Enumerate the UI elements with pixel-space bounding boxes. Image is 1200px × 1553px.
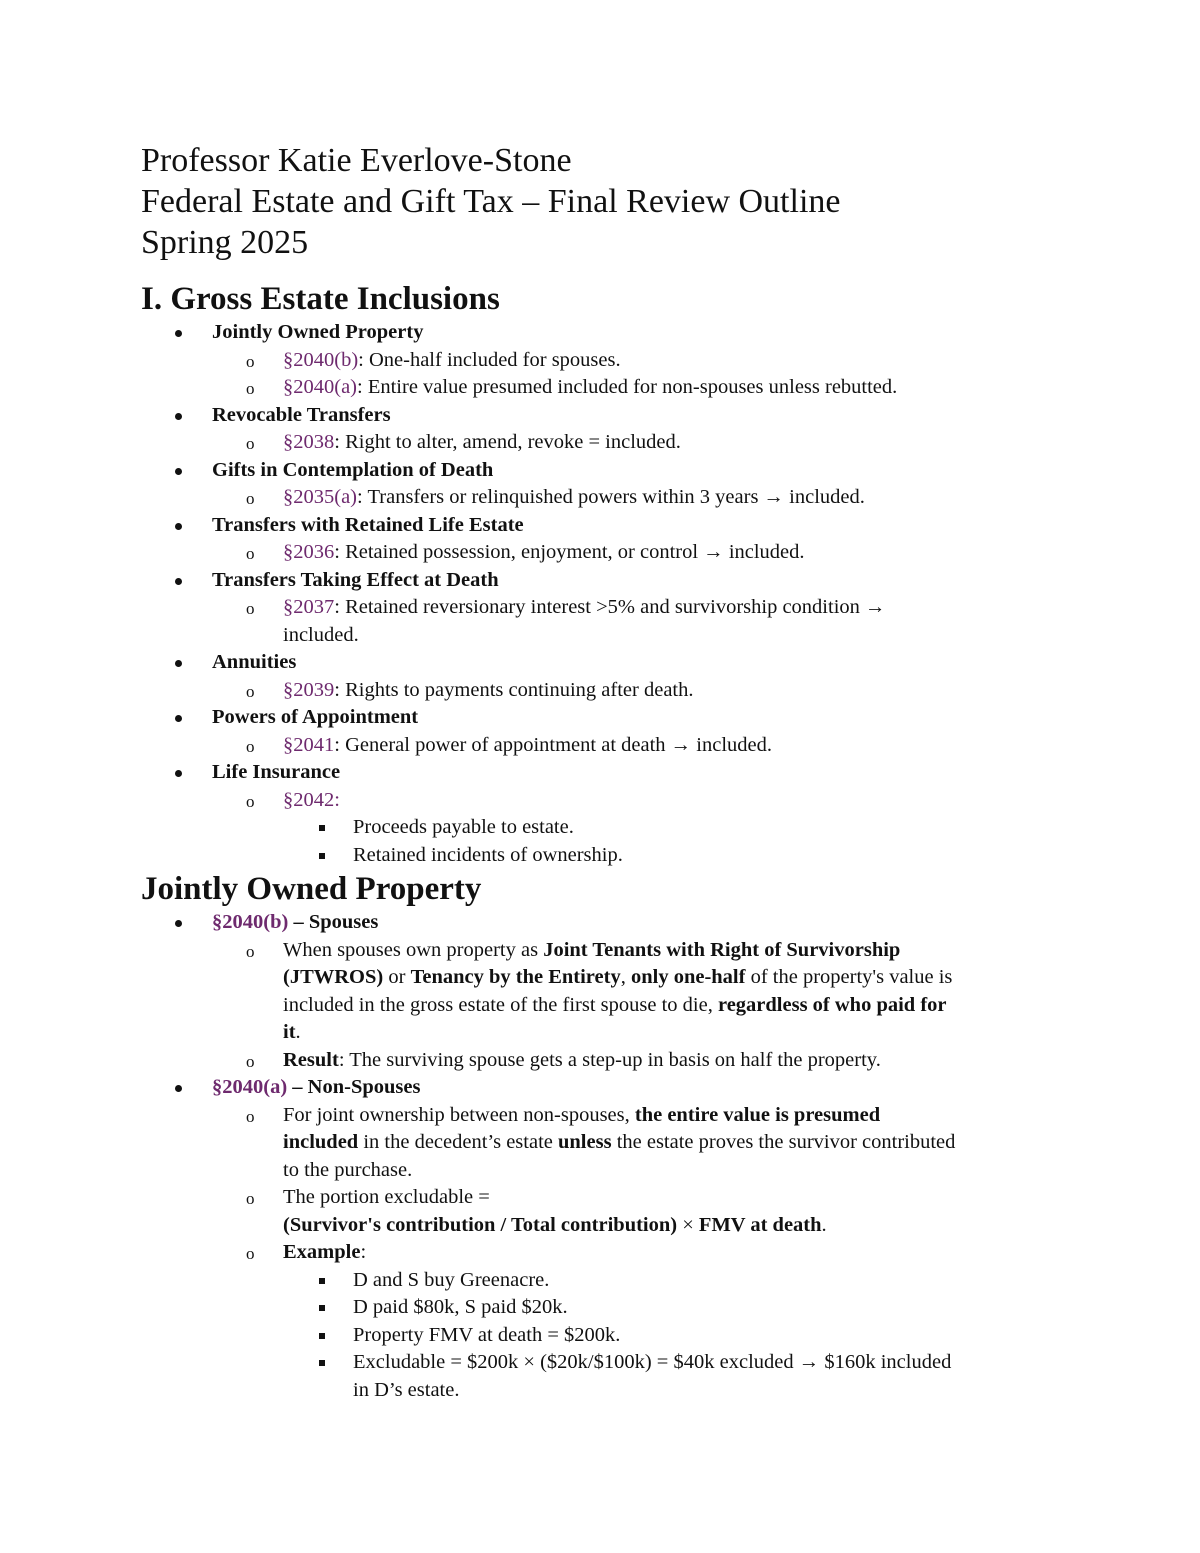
list-item: Transfers with Retained Life Estate bbox=[141, 512, 1071, 540]
sub-sub-item: D and S buy Greenacre. bbox=[141, 1267, 1071, 1295]
list-item: §2040(a) – Non-Spouses bbox=[141, 1074, 1071, 1102]
square-bullet-icon bbox=[319, 1333, 325, 1339]
term: Spring 2025 bbox=[141, 224, 309, 261]
section-heading-jointly-owned: Jointly Owned Property bbox=[141, 871, 482, 907]
circle-bullet-icon: o bbox=[246, 1189, 255, 1208]
bullet-icon bbox=[175, 330, 182, 337]
list-item: §2040(b) – Spouses bbox=[141, 909, 1071, 937]
sub-sub-item: Retained incidents of ownership. bbox=[141, 842, 1071, 870]
circle-bullet-icon: o bbox=[246, 941, 255, 961]
square-bullet-icon bbox=[319, 1305, 325, 1311]
course-title: Federal Estate and Gift Tax – Final Review Outline bbox=[141, 183, 841, 220]
circle-bullet-icon: o bbox=[246, 599, 255, 618]
section-ref: §2039 bbox=[283, 678, 335, 701]
bullet-icon bbox=[175, 578, 182, 585]
sub-item: o §2037: Retained reversionary interest >5% and survivorship condition → included. bbox=[246, 596, 886, 646]
square-bullet-icon bbox=[319, 1278, 325, 1284]
list-item: Revocable Transfers bbox=[141, 402, 1071, 430]
bullet-icon bbox=[175, 660, 182, 667]
circle-bullet-icon: o bbox=[246, 544, 255, 563]
circle-bullet-icon: o bbox=[246, 379, 255, 398]
square-bullet-icon bbox=[319, 1360, 325, 1366]
sub-sub-item: Property FMV at death = $200k. bbox=[141, 1322, 1071, 1350]
sub-sub-item: Excludable = $200k × ($20k/$100k) = $40k excluded → $160k included in D’s estate. bbox=[141, 1349, 1071, 1404]
sub-item: o §2040(b): One-half included for spouses. bbox=[141, 347, 1071, 375]
sub-item: o §2035(a): Transfers or relinquished powers within 3 years → included. bbox=[141, 484, 1071, 512]
sub-item: o When spouses own property as Joint Tenants with Right of Survivorship (JTWROS) or Tenancy by the Entirety, only one-half of the property's value is included in the gross estate of the first spouse to die, regardless of who paid for it. bbox=[246, 938, 953, 1043]
circle-bullet-icon: o bbox=[246, 1244, 255, 1263]
sub-item: o §2042: bbox=[141, 787, 1071, 815]
bullet-icon bbox=[175, 715, 182, 722]
section-ref: §2037 bbox=[283, 596, 335, 618]
section-ref: §2036 bbox=[283, 541, 335, 563]
list-item: Jointly Owned Property bbox=[141, 319, 1071, 347]
section-ref: §2041 bbox=[283, 733, 335, 756]
bullet-icon bbox=[175, 413, 182, 420]
sub-sub-item: Proceeds payable to estate. bbox=[141, 814, 1071, 842]
sub-item: o Result: The surviving spouse gets a step-up in basis on half the property. bbox=[141, 1047, 1071, 1075]
circle-bullet-icon: o bbox=[246, 681, 255, 701]
square-bullet-icon bbox=[319, 853, 325, 859]
section-ref: §2040(a) bbox=[212, 1076, 288, 1098]
circle-bullet-icon: o bbox=[246, 351, 255, 371]
list-item: Annuities bbox=[141, 649, 1071, 677]
professor-name: Professor Katie Everlove-Stone bbox=[141, 142, 572, 179]
bullet-icon bbox=[175, 523, 182, 530]
section-ref: §2038 bbox=[283, 431, 335, 453]
section-ref: §2042 bbox=[283, 788, 335, 811]
section-heading-gross-estate: I. Gross Estate Inclusions bbox=[141, 281, 500, 317]
sub-item: o For joint ownership between non-spouses, the entire value is presumed included in the decedent’s estate unless the estate proves the survivor contributed to the purchase. bbox=[246, 1103, 956, 1181]
section-ref: §2040(b) bbox=[283, 348, 359, 371]
section-ref: §2040(a) bbox=[283, 376, 358, 398]
circle-bullet-icon: o bbox=[246, 1051, 255, 1071]
circle-bullet-icon: o bbox=[246, 736, 255, 756]
list-item: Gifts in Contemplation of Death bbox=[141, 457, 1071, 485]
sub-item: o Example: bbox=[141, 1239, 1071, 1267]
list-item: Transfers Taking Effect at Death bbox=[141, 567, 1071, 595]
list-item: Life Insurance bbox=[141, 759, 1071, 787]
sub-sub-item: D paid $80k, S paid $20k. bbox=[141, 1294, 1071, 1322]
circle-bullet-icon: o bbox=[246, 1106, 255, 1126]
bullet-icon bbox=[175, 920, 182, 927]
section-ref: §2040(b) bbox=[212, 911, 289, 933]
sub-item: o §2039: Rights to payments continuing after death. bbox=[141, 677, 1071, 705]
sub-item: o §2036: Retained possession, enjoyment, or control → included. bbox=[141, 539, 1071, 567]
section-ref: §2035(a) bbox=[283, 486, 358, 508]
circle-bullet-icon: o bbox=[246, 434, 255, 453]
square-bullet-icon bbox=[319, 825, 325, 831]
circle-bullet-icon: o bbox=[246, 489, 255, 508]
circle-bullet-icon: o bbox=[246, 791, 255, 811]
sub-item: o §2040(a): Entire value presumed included for non-spouses unless rebutted. bbox=[141, 374, 1071, 402]
sub-item: o §2041: General power of appointment at death → included. bbox=[141, 732, 1071, 760]
sub-item: o The portion excludable = (Survivor's contribution / Total contribution) × FMV at death. bbox=[246, 1186, 827, 1236]
sub-item: o §2038: Right to alter, amend, revoke = included. bbox=[141, 429, 1071, 457]
bullet-icon bbox=[175, 770, 182, 777]
bullet-icon bbox=[175, 468, 182, 475]
document-content bbox=[141, 140, 1071, 1404]
list-item: Powers of Appointment bbox=[141, 704, 1071, 732]
title-block bbox=[141, 140, 1071, 263]
bullet-icon bbox=[175, 1085, 182, 1092]
